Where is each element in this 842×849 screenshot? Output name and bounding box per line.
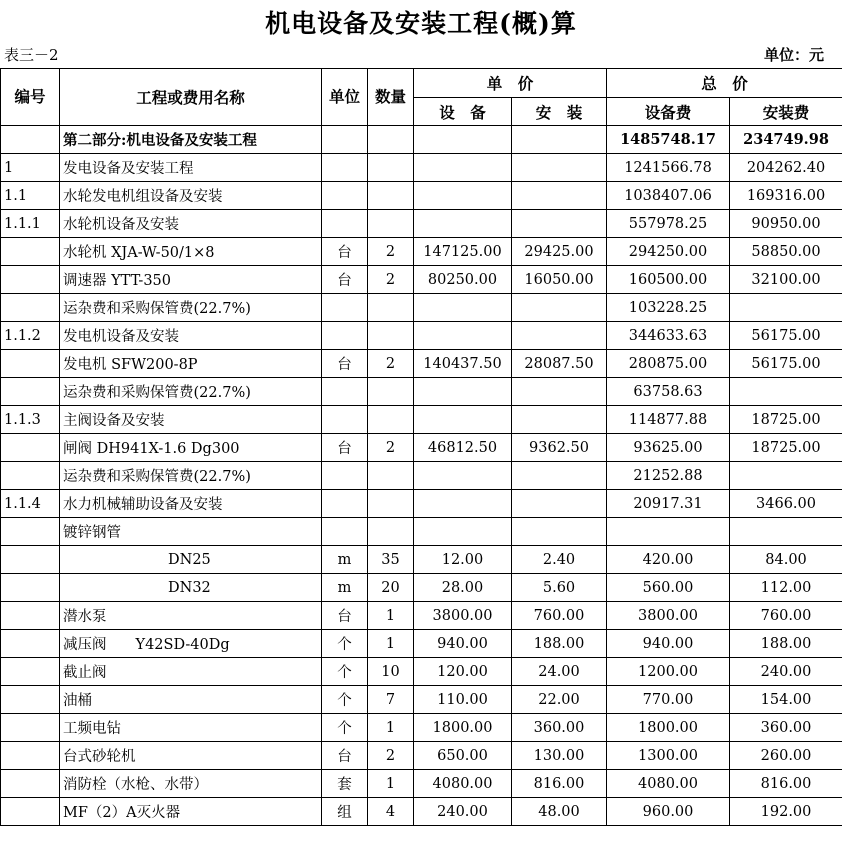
- table-row: [1, 154, 842, 182]
- row-equip-fee: 1485748.17: [607, 126, 730, 154]
- table-row: [1, 350, 842, 378]
- row-unit: 个: [322, 658, 368, 686]
- row-qty: [368, 490, 414, 518]
- row-code: [1, 350, 60, 378]
- row-name: 运杂费和采购保管费(22.7%): [60, 462, 322, 490]
- row-unit: 台: [322, 602, 368, 630]
- row-install-fee: 169316.00: [730, 182, 842, 210]
- row-qty: [368, 294, 414, 322]
- row-code: [1, 294, 60, 322]
- table-row: [1, 658, 842, 686]
- row-install-fee: [730, 294, 842, 322]
- row-unit-price-equip: 240.00: [414, 798, 512, 826]
- row-equip-fee: 63758.63: [607, 378, 730, 406]
- row-unit-price-equip: [414, 462, 512, 490]
- row-name: 调速器 YTT-350: [60, 266, 322, 294]
- table-row: [1, 574, 842, 602]
- row-equip-fee: 21252.88: [607, 462, 730, 490]
- row-equip-fee: [607, 518, 730, 546]
- row-unit-price-equip: [414, 126, 512, 154]
- row-unit-price-equip: 140437.50: [414, 350, 512, 378]
- table-row: [1, 294, 842, 322]
- row-unit-price-equip: [414, 154, 512, 182]
- row-code: 1.1: [1, 182, 60, 210]
- row-unit: 台: [322, 350, 368, 378]
- row-install-fee: 58850.00: [730, 238, 842, 266]
- row-name: 发电机 SFW200-8P: [60, 350, 322, 378]
- col-name-header: 工程或费用名称: [60, 69, 322, 126]
- row-name: 水轮机设备及安装: [60, 210, 322, 238]
- row-unit-price-equip: [414, 518, 512, 546]
- row-unit-price-equip: 940.00: [414, 630, 512, 658]
- table-row: [1, 630, 842, 658]
- row-code: 1.1.1: [1, 210, 60, 238]
- row-name: 油桶: [60, 686, 322, 714]
- table-row: [1, 714, 842, 742]
- row-name: 发电机设备及安装: [60, 322, 322, 350]
- row-unit-price-install: [512, 182, 607, 210]
- row-unit: [322, 378, 368, 406]
- row-qty: 20: [368, 574, 414, 602]
- row-unit-price-equip: 110.00: [414, 686, 512, 714]
- table-row: [1, 742, 842, 770]
- row-unit-price-equip: 120.00: [414, 658, 512, 686]
- table-row: [1, 770, 842, 798]
- row-unit-price-install: 22.00: [512, 686, 607, 714]
- col-equip-fee-header: 设备费: [607, 98, 730, 126]
- row-name: DN32: [60, 574, 322, 602]
- table-body: [1, 126, 842, 826]
- row-install-fee: 90950.00: [730, 210, 842, 238]
- row-install-fee: 32100.00: [730, 266, 842, 294]
- row-unit: [322, 210, 368, 238]
- row-install-fee: 240.00: [730, 658, 842, 686]
- row-equip-fee: 1800.00: [607, 714, 730, 742]
- row-install-fee: 204262.40: [730, 154, 842, 182]
- row-install-fee: 56175.00: [730, 350, 842, 378]
- row-unit: [322, 294, 368, 322]
- row-name: 第二部分:机电设备及安装工程: [60, 126, 322, 154]
- table-row: [1, 602, 842, 630]
- row-code: 1.1.2: [1, 322, 60, 350]
- row-unit: 个: [322, 686, 368, 714]
- col-unit-price-header: 单 价: [414, 69, 607, 98]
- row-install-fee: 760.00: [730, 602, 842, 630]
- row-unit-price-equip: 147125.00: [414, 238, 512, 266]
- row-install-fee: 18725.00: [730, 406, 842, 434]
- row-unit: [322, 518, 368, 546]
- row-qty: [368, 126, 414, 154]
- row-equip-fee: 114877.88: [607, 406, 730, 434]
- page-title: 机电设备及安装工程(概)算: [265, 9, 577, 38]
- row-name: 运杂费和采购保管费(22.7%): [60, 378, 322, 406]
- row-equip-fee: 280875.00: [607, 350, 730, 378]
- row-code: [1, 546, 60, 574]
- table-row: [1, 266, 842, 294]
- row-name: 水轮机 XJA-W-50/1×8: [60, 238, 322, 266]
- row-unit-price-install: [512, 462, 607, 490]
- row-unit: [322, 154, 368, 182]
- row-code: [1, 378, 60, 406]
- budget-table: [0, 68, 842, 826]
- row-unit-price-install: 29425.00: [512, 238, 607, 266]
- table-row: [1, 378, 842, 406]
- row-unit-price-install: [512, 322, 607, 350]
- row-qty: [368, 462, 414, 490]
- row-install-fee: 234749.98: [730, 126, 842, 154]
- row-unit-price-install: [512, 490, 607, 518]
- row-equip-fee: 1241566.78: [607, 154, 730, 182]
- header-row-top: [1, 69, 842, 98]
- row-unit-price-install: 816.00: [512, 770, 607, 798]
- row-name: 台式砂轮机: [60, 742, 322, 770]
- row-code: [1, 602, 60, 630]
- row-unit-price-install: [512, 406, 607, 434]
- row-install-fee: 154.00: [730, 686, 842, 714]
- row-name: 运杂费和采购保管费(22.7%): [60, 294, 322, 322]
- row-unit: 台: [322, 238, 368, 266]
- row-equip-fee: 20917.31: [607, 490, 730, 518]
- row-name: 潜水泵: [60, 602, 322, 630]
- row-name: 截止阀: [60, 658, 322, 686]
- row-code: [1, 798, 60, 826]
- row-unit-price-install: [512, 126, 607, 154]
- row-unit-price-install: 48.00: [512, 798, 607, 826]
- row-qty: 35: [368, 546, 414, 574]
- row-code: 1: [1, 154, 60, 182]
- row-unit: [322, 490, 368, 518]
- row-unit-price-install: 188.00: [512, 630, 607, 658]
- col-unit-header: 单位: [322, 69, 368, 126]
- row-qty: 2: [368, 434, 414, 462]
- table-row: [1, 210, 842, 238]
- row-unit-price-install: [512, 210, 607, 238]
- row-unit-price-equip: 28.00: [414, 574, 512, 602]
- row-unit-price-install: [512, 518, 607, 546]
- row-equip-fee: 560.00: [607, 574, 730, 602]
- row-qty: 7: [368, 686, 414, 714]
- row-code: [1, 770, 60, 798]
- table-row: [1, 518, 842, 546]
- row-name: 水力机械辅助设备及安装: [60, 490, 322, 518]
- row-code: [1, 266, 60, 294]
- row-unit: m: [322, 574, 368, 602]
- row-unit: [322, 406, 368, 434]
- row-unit-price-install: [512, 294, 607, 322]
- row-install-fee: 260.00: [730, 742, 842, 770]
- row-unit-price-install: 760.00: [512, 602, 607, 630]
- row-install-fee: 188.00: [730, 630, 842, 658]
- row-unit: 台: [322, 742, 368, 770]
- table-row: [1, 686, 842, 714]
- row-equip-fee: 344633.63: [607, 322, 730, 350]
- row-equip-fee: 103228.25: [607, 294, 730, 322]
- row-name: 消防栓（水枪、水带）: [60, 770, 322, 798]
- row-qty: 1: [368, 630, 414, 658]
- row-name: 闸阀 DH941X-1.6 Dg300: [60, 434, 322, 462]
- row-unit-price-equip: 3800.00: [414, 602, 512, 630]
- row-unit-price-equip: 46812.50: [414, 434, 512, 462]
- row-unit: [322, 182, 368, 210]
- row-install-fee: 56175.00: [730, 322, 842, 350]
- row-qty: [368, 406, 414, 434]
- row-unit-price-equip: [414, 378, 512, 406]
- row-qty: 1: [368, 602, 414, 630]
- col-install-fee-header: 安装费: [730, 98, 842, 126]
- row-equip-fee: 960.00: [607, 798, 730, 826]
- row-install-fee: 112.00: [730, 574, 842, 602]
- row-unit-price-equip: 12.00: [414, 546, 512, 574]
- row-install-fee: 3466.00: [730, 490, 842, 518]
- row-unit-price-install: 16050.00: [512, 266, 607, 294]
- row-install-fee: 84.00: [730, 546, 842, 574]
- table-row: [1, 126, 842, 154]
- row-unit-price-equip: [414, 210, 512, 238]
- table-row: [1, 238, 842, 266]
- table-row: [1, 434, 842, 462]
- row-install-fee: 816.00: [730, 770, 842, 798]
- row-code: [1, 714, 60, 742]
- row-unit-price-equip: [414, 490, 512, 518]
- col-total-header: 总 价: [607, 69, 842, 98]
- row-equip-fee: 1300.00: [607, 742, 730, 770]
- row-qty: [368, 378, 414, 406]
- row-qty: [368, 322, 414, 350]
- row-qty: 4: [368, 798, 414, 826]
- row-unit-price-equip: 650.00: [414, 742, 512, 770]
- row-unit-price-install: 24.00: [512, 658, 607, 686]
- row-code: [1, 518, 60, 546]
- row-equip-fee: 420.00: [607, 546, 730, 574]
- row-unit: 套: [322, 770, 368, 798]
- row-unit-price-install: 360.00: [512, 714, 607, 742]
- row-unit-price-equip: 1800.00: [414, 714, 512, 742]
- row-unit-price-install: 28087.50: [512, 350, 607, 378]
- row-unit: [322, 462, 368, 490]
- row-unit-price-install: [512, 154, 607, 182]
- row-unit: 个: [322, 630, 368, 658]
- row-code: [1, 686, 60, 714]
- row-name: MF（2）A灭火器: [60, 798, 322, 826]
- row-unit-price-equip: [414, 182, 512, 210]
- row-equip-fee: 294250.00: [607, 238, 730, 266]
- row-qty: [368, 518, 414, 546]
- table-row: [1, 322, 842, 350]
- row-equip-fee: 160500.00: [607, 266, 730, 294]
- row-name: 主阀设备及安装: [60, 406, 322, 434]
- currency-unit: 单位：元: [763, 46, 824, 64]
- row-unit: 台: [322, 266, 368, 294]
- row-qty: [368, 210, 414, 238]
- row-install-fee: [730, 518, 842, 546]
- row-qty: 10: [368, 658, 414, 686]
- table-row: [1, 182, 842, 210]
- row-equip-fee: 93625.00: [607, 434, 730, 462]
- row-unit: 个: [322, 714, 368, 742]
- row-qty: 2: [368, 350, 414, 378]
- table-row: [1, 462, 842, 490]
- col-code-header: 编号: [1, 69, 60, 126]
- row-code: [1, 238, 60, 266]
- table-row: [1, 798, 842, 826]
- row-unit-price-equip: 4080.00: [414, 770, 512, 798]
- row-code: [1, 742, 60, 770]
- row-qty: 2: [368, 238, 414, 266]
- row-equip-fee: 557978.25: [607, 210, 730, 238]
- row-unit-price-install: [512, 378, 607, 406]
- row-unit: 组: [322, 798, 368, 826]
- row-name: 水轮发电机组设备及安装: [60, 182, 322, 210]
- row-unit: 台: [322, 434, 368, 462]
- row-unit-price-install: 2.40: [512, 546, 607, 574]
- row-code: [1, 434, 60, 462]
- row-code: [1, 126, 60, 154]
- row-code: [1, 574, 60, 602]
- row-unit: [322, 322, 368, 350]
- col-qty-header: 数量: [368, 69, 414, 126]
- row-qty: [368, 154, 414, 182]
- row-qty: 1: [368, 770, 414, 798]
- row-equip-fee: 3800.00: [607, 602, 730, 630]
- row-code: [1, 630, 60, 658]
- row-equip-fee: 770.00: [607, 686, 730, 714]
- row-name: DN25: [60, 546, 322, 574]
- row-qty: 2: [368, 266, 414, 294]
- row-unit-price-install: 9362.50: [512, 434, 607, 462]
- row-equip-fee: 4080.00: [607, 770, 730, 798]
- row-unit-price-install: 130.00: [512, 742, 607, 770]
- row-equip-fee: 1200.00: [607, 658, 730, 686]
- col-install-header: 安 装: [512, 98, 607, 126]
- row-qty: 1: [368, 714, 414, 742]
- row-unit-price-install: 5.60: [512, 574, 607, 602]
- row-install-fee: [730, 462, 842, 490]
- row-equip-fee: 1038407.06: [607, 182, 730, 210]
- row-unit-price-equip: [414, 294, 512, 322]
- row-qty: 2: [368, 742, 414, 770]
- row-qty: [368, 182, 414, 210]
- sheet-number: 表三－2: [4, 46, 59, 64]
- row-install-fee: 360.00: [730, 714, 842, 742]
- row-name: 镀锌钢管: [60, 518, 322, 546]
- row-install-fee: [730, 378, 842, 406]
- table-row: [1, 490, 842, 518]
- row-name: 工频电钻: [60, 714, 322, 742]
- row-unit-price-equip: 80250.00: [414, 266, 512, 294]
- row-unit-price-equip: [414, 322, 512, 350]
- row-equip-fee: 940.00: [607, 630, 730, 658]
- row-code: 1.1.3: [1, 406, 60, 434]
- table-row: [1, 406, 842, 434]
- col-equip-header: 设 备: [414, 98, 512, 126]
- row-name: 发电设备及安装工程: [60, 154, 322, 182]
- row-code: [1, 658, 60, 686]
- row-unit-price-equip: [414, 406, 512, 434]
- table-row: [1, 546, 842, 574]
- row-install-fee: 192.00: [730, 798, 842, 826]
- row-install-fee: 18725.00: [730, 434, 842, 462]
- row-code: 1.1.4: [1, 490, 60, 518]
- row-code: [1, 462, 60, 490]
- row-unit: m: [322, 546, 368, 574]
- row-unit: [322, 126, 368, 154]
- row-name: 减压阀 Y42SD-40Dg: [60, 630, 322, 658]
